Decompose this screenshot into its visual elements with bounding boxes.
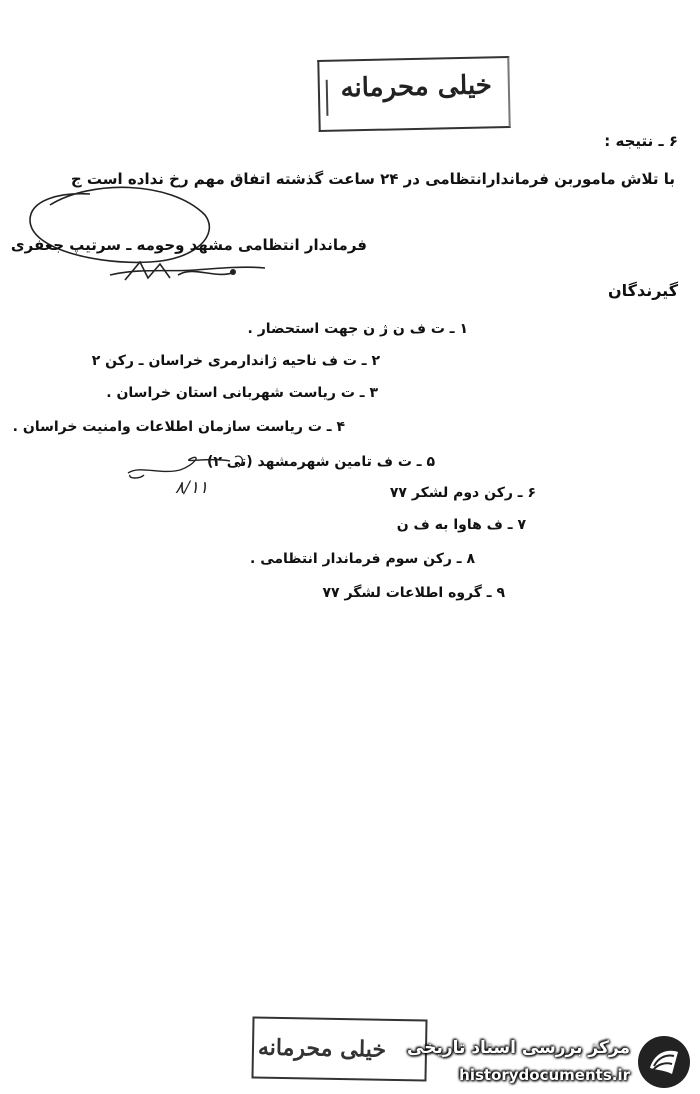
recipient-item: ۹ ـ گروه اطلاعات لشگر ۷۷: [322, 585, 505, 601]
signatory-name: فرماندار انتظامی مشهد وحومه ـ سرتیپ جعفری: [10, 236, 367, 254]
archive-name: مرکز بررسی اسناد تاریخی: [407, 1038, 630, 1058]
handwritten-date-note: ۸/۱۱: [175, 478, 209, 498]
report-body-text: با تلاش ماموربن فرماندارانتظامی در ۲۴ ساعت گذشته اتفاق مهم رخ نداده است ج: [70, 170, 675, 188]
stamp-top-text: خیلی محرمانه: [340, 70, 493, 104]
recipient-item: ۷ ـ ف هاوا به ف ن: [396, 517, 526, 533]
recipient-item: ۵ ـ ت ف تامین شهرمشهد (تی ۲): [206, 454, 435, 470]
classification-stamp-top: [317, 56, 510, 132]
recipient-item: ۳ ـ ت ریاست شهربانی استان خراسان .: [106, 385, 378, 401]
signature-scribble: [20, 180, 280, 290]
archive-watermark: [407, 1030, 700, 1094]
recipients-heading: گیرندگان: [607, 281, 678, 300]
stamp-border-mark: [326, 80, 329, 116]
archive-url: historydocuments.ir: [459, 1066, 630, 1084]
recipient-item: ۸ ـ رکن سوم فرماندار انتظامی .: [250, 551, 475, 567]
recipient-item: ۴ ـ ت ریاست سازمان اطلاعات وامنیت خراسان .: [12, 419, 345, 435]
classification-stamp-bottom: [251, 1016, 427, 1081]
recipient-item: ۱ ـ ت ف ن ژ ن جهت استحضار .: [247, 321, 468, 337]
recipient-item: ۲ ـ ت ف ناحیه ژاندارمری خراسان ـ رکن ۲: [91, 353, 380, 369]
archive-logo-icon: [636, 1034, 692, 1090]
stamp-bottom-text: خیلی محرمانه: [257, 1034, 387, 1063]
recipient-item: ۶ ـ رکن دوم لشکر ۷۷: [389, 485, 536, 501]
result-heading: ۶ ـ نتیجه :: [604, 132, 678, 150]
